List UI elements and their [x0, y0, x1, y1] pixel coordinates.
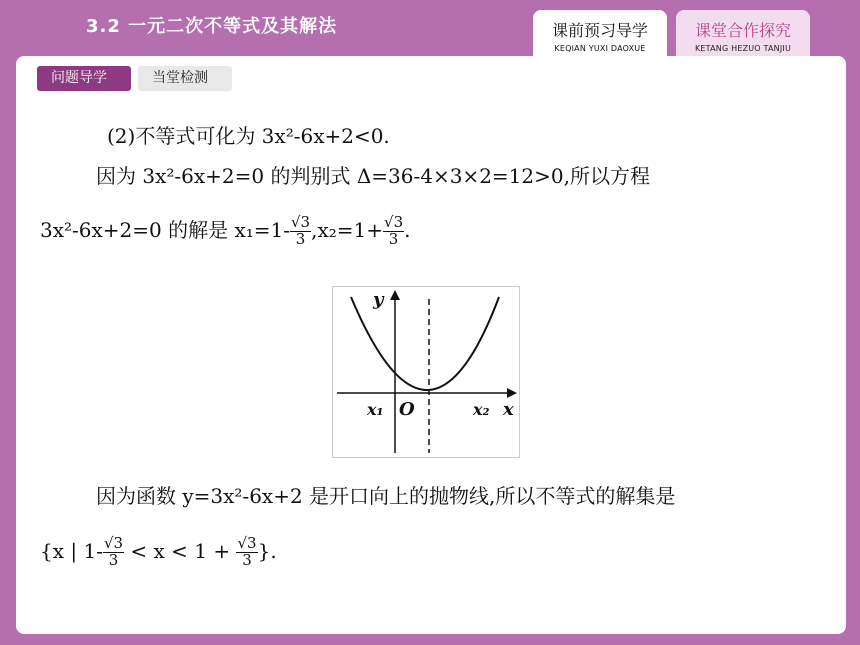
parabola-svg	[333, 287, 519, 457]
line3-prefix: 3x²-6x+2=0 的解是 x₁=1-	[40, 218, 290, 242]
fraction-denominator: 3	[108, 550, 119, 569]
fraction-numerator: √3	[291, 213, 311, 232]
fraction-denominator: 3	[388, 230, 399, 248]
parabola-graph	[332, 286, 520, 458]
fraction-sqrt3-over-3	[290, 215, 311, 248]
tab-explore-pinyin: KETANG HEZUO TANJIU	[694, 44, 792, 53]
lesson-title: 3.2 一元二次不等式及其解法	[86, 16, 338, 37]
parabola-curve	[351, 297, 499, 390]
solution-line-4: 因为函数 y=3x²-6x+2 是开口向上的抛物线,所以不等式的解集是	[96, 484, 676, 508]
fraction-denominator: 3	[295, 230, 306, 248]
line3-mid: ,x₂=1+	[311, 218, 384, 242]
fraction-numerator: √3	[237, 534, 257, 552]
solution-set	[40, 536, 277, 569]
line3-suffix: .	[404, 218, 411, 242]
y-axis-label: y	[373, 289, 384, 310]
fraction-sqrt3-over-3	[103, 536, 124, 569]
fraction-numerator: √3	[103, 534, 124, 552]
solution-line-2: 因为 3x²-6x+2=0 的判别式 Δ=36-4×3×2=12>0,所以方程	[96, 164, 650, 188]
x1-label: x₁	[367, 400, 384, 419]
solution-line-1: (2)不等式可化为 3x²-6x+2<0.	[107, 124, 390, 148]
subtab-test[interactable]: 当堂检测	[138, 66, 232, 91]
tab-preview-label: 课前预习导学	[551, 21, 648, 40]
set-mid: < x < 1 +	[124, 538, 237, 563]
tab-preview-pinyin: KEQIAN YUXI DAOXUE	[554, 44, 646, 53]
fraction-denominator: 3	[242, 550, 252, 569]
y-axis-arrow	[390, 290, 400, 300]
fraction-numerator: √3	[384, 213, 404, 232]
x2-label: x₂	[473, 400, 490, 419]
tab-explore[interactable]	[676, 10, 810, 56]
tab-explore-label: 课堂合作探究	[694, 21, 791, 40]
x-axis-label: x	[503, 399, 514, 420]
set-suffix: }.	[257, 538, 277, 563]
solution-line-3	[40, 214, 410, 248]
fraction-sqrt3-over-3	[383, 215, 404, 248]
set-prefix: {x | 1-	[40, 538, 103, 563]
fraction-sqrt3-over-3	[236, 536, 257, 569]
tab-preview[interactable]	[533, 10, 667, 56]
origin-label: O	[399, 399, 415, 420]
x-axis-arrow	[507, 388, 517, 398]
subtab-question[interactable]: 问题导学	[37, 66, 131, 91]
